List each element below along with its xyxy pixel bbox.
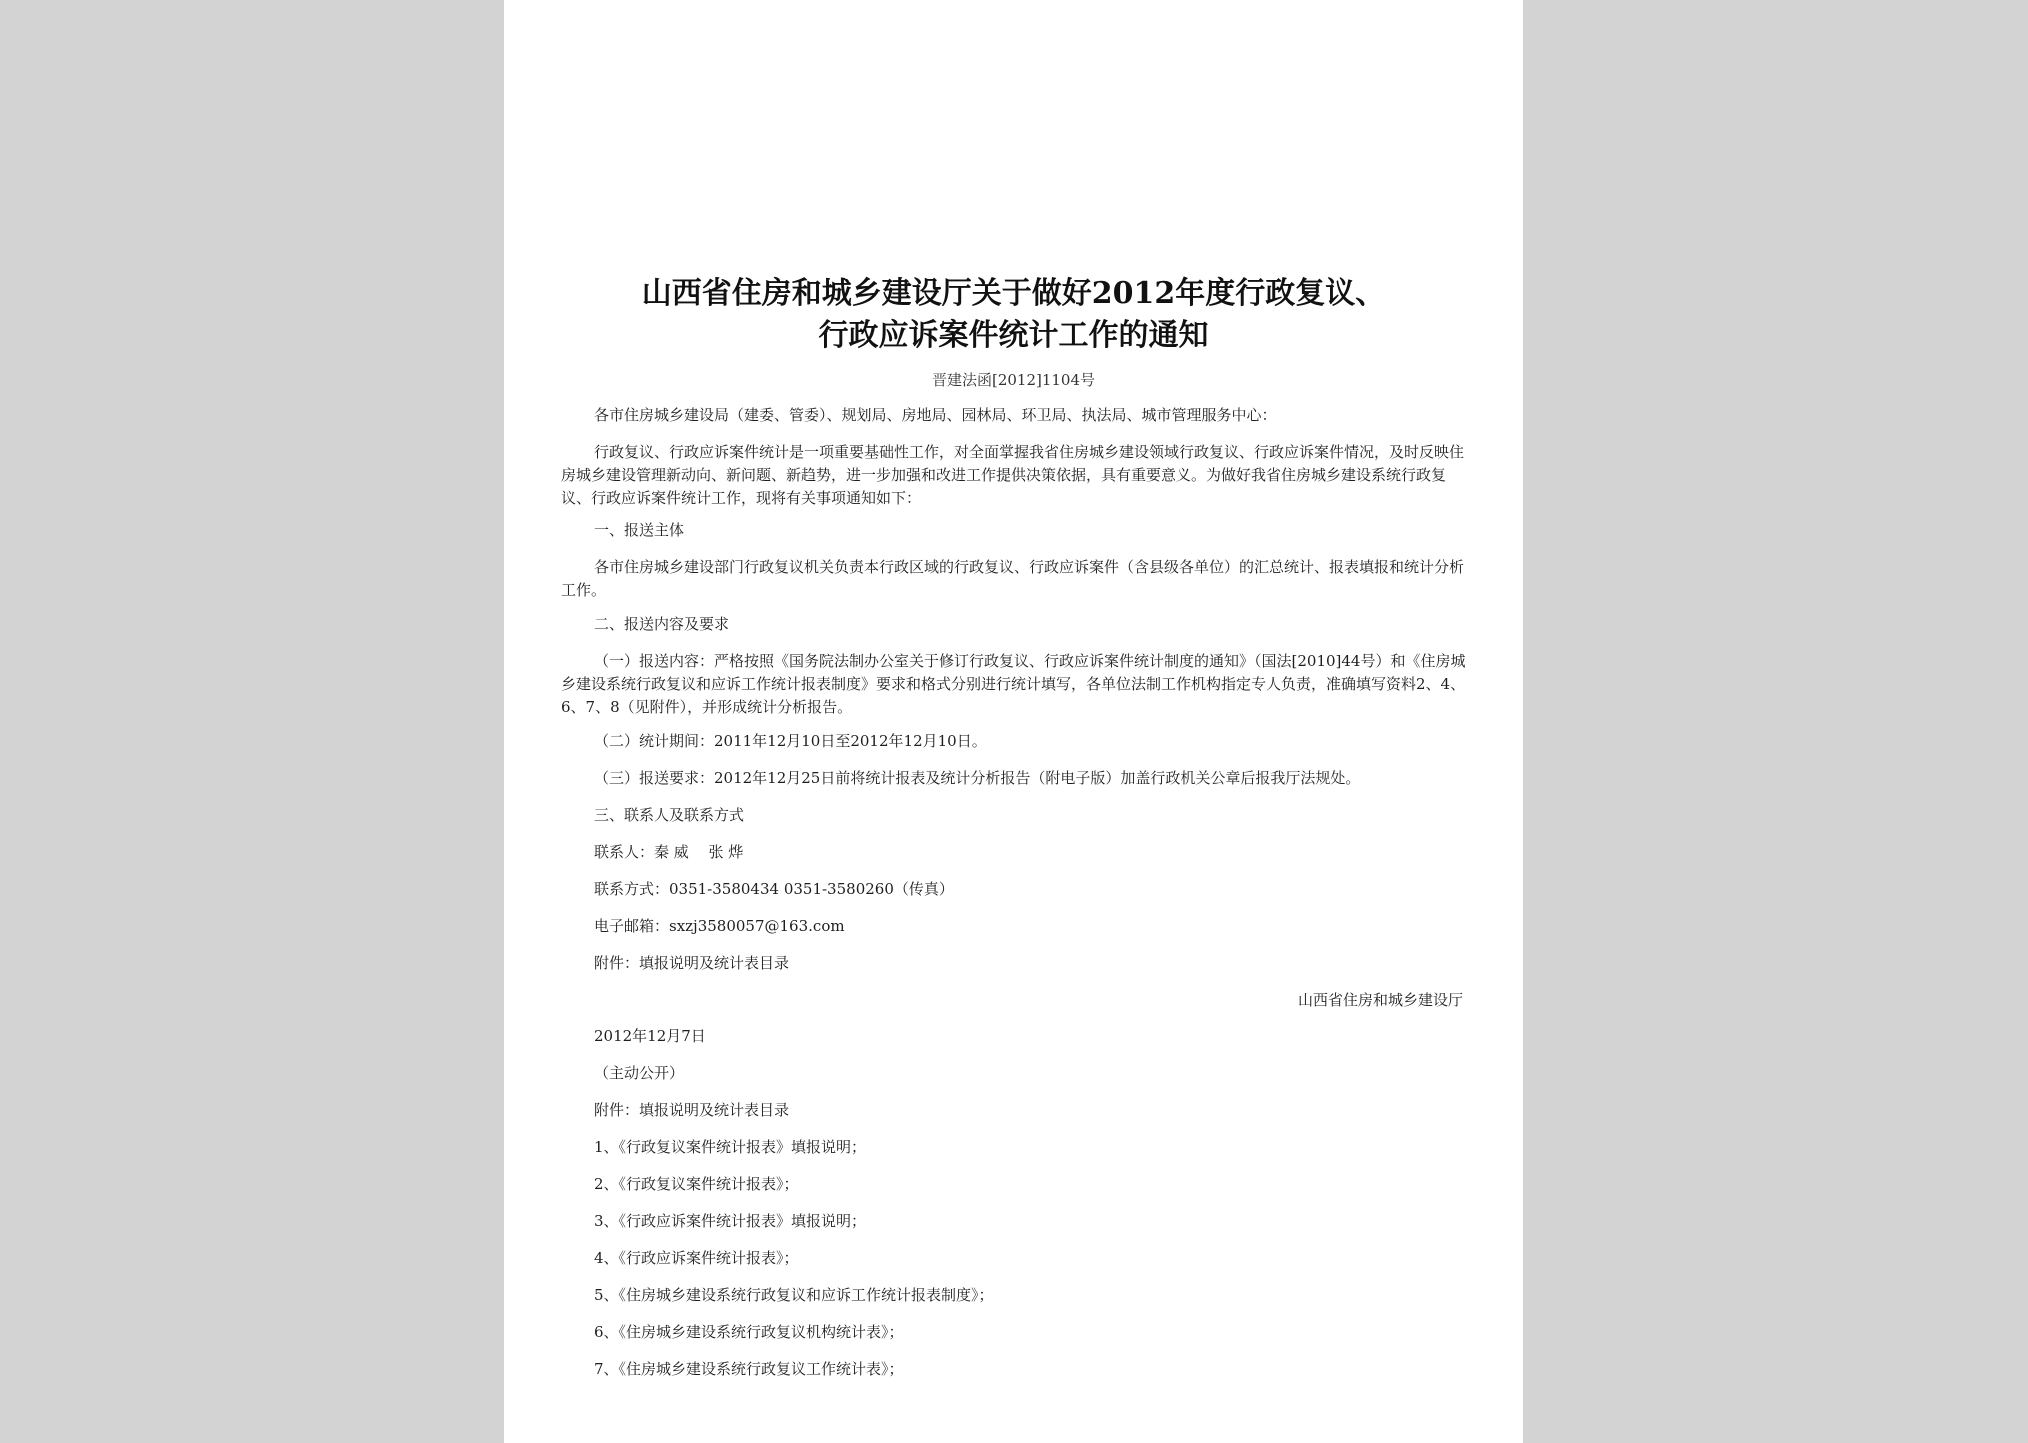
attachment-heading: 附件：填报说明及统计表目录 (594, 1101, 790, 1119)
section2-item2: （二）统计期间：2011年12月10日至2012年12月10日。 (594, 732, 987, 750)
attachment-item: 4、《行政应诉案件统计报表》； (594, 1249, 799, 1267)
attachment-item: 7、《住房城乡建设系统行政复议工作统计表》； (594, 1360, 904, 1378)
section2-item1-text: （一）报送内容：严格按照《国务院法制办公室关于修订行政复议、行政应诉案件统计制度的通知》（国法[2010]44号）和《住房城乡建设系统行政复议和应诉工作统计报表制度》要求和格式分别进行统计填写，各单位法制工作机构指定专人负责，准确填写资料2、4、6、7、8（见附件），并形成统计分析报告。 (561, 652, 1466, 716)
document-title-line1: 山西省住房和城乡建设厅关于做好2012年度行政复议、 (641, 276, 1386, 311)
attachment-item: 6、《住房城乡建设系统行政复议机构统计表》； (594, 1323, 904, 1341)
attachment-item: 1、《行政复议案件统计报表》填报说明； (594, 1138, 867, 1156)
disclosure-note: （主动公开） (594, 1064, 685, 1082)
issue-date: 2012年12月7日 (594, 1027, 706, 1045)
signature-org: 山西省住房和城乡建设厅 (1297, 991, 1463, 1009)
addressee: 各市住房城乡建设局（建委、管委）、规划局、房地局、园林局、环卫局、执法局、城市管理服务中心： (594, 406, 1277, 424)
intro-paragraph (561, 441, 1466, 510)
section1-paragraph (561, 556, 1466, 602)
section2-item3: （三）报送要求：2012年12月25日前将统计报表及统计分析报告（附电子版）加盖行政机关公章后报我厅法规处。 (594, 769, 1361, 787)
contact-phone: 联系方式：0351-3580434 0351-3580260（传真） (594, 880, 954, 898)
section2-heading: 二、报送内容及要求 (594, 615, 730, 633)
section1-heading: 一、报送主体 (594, 521, 685, 539)
attachment-item: 2、《行政复议案件统计报表》； (594, 1175, 799, 1193)
attachment-item: 3、《行政应诉案件统计报表》填报说明； (594, 1212, 867, 1230)
attachment-item: 5、《住房城乡建设系统行政复议和应诉工作统计报表制度》； (594, 1286, 994, 1304)
document-number: 晋建法函[2012]1104号 (931, 371, 1096, 389)
section2-item1-paragraph (561, 650, 1466, 719)
intro-text: 行政复议、行政应诉案件统计是一项重要基础性工作，对全面掌握我省住房城乡建设领域行政复议、行政应诉案件情况，及时反映住房城乡建设管理新动向、新问题、新趋势，进一步加强和改进工作提供决策依据，具有重要意义。为做好我省住房城乡建设系统行政复议、行政应诉案件统计工作，现将有关事项通知如下： (561, 443, 1465, 507)
attachment-line: 附件：填报说明及统计表目录 (594, 954, 790, 972)
contact-email: 电子邮箱：sxzj3580057@163.com (594, 917, 845, 935)
contact-person: 联系人：秦 威 张 烨 (594, 843, 744, 861)
document-title-line2: 行政应诉案件统计工作的通知 (818, 318, 1209, 353)
section3-heading: 三、联系人及联系方式 (594, 806, 745, 824)
document-page (504, 0, 1523, 1443)
section1-text: 各市住房城乡建设部门行政复议机关负责本行政区域的行政复议、行政应诉案件（含县级各单位）的汇总统计、报表填报和统计分析工作。 (561, 558, 1465, 599)
